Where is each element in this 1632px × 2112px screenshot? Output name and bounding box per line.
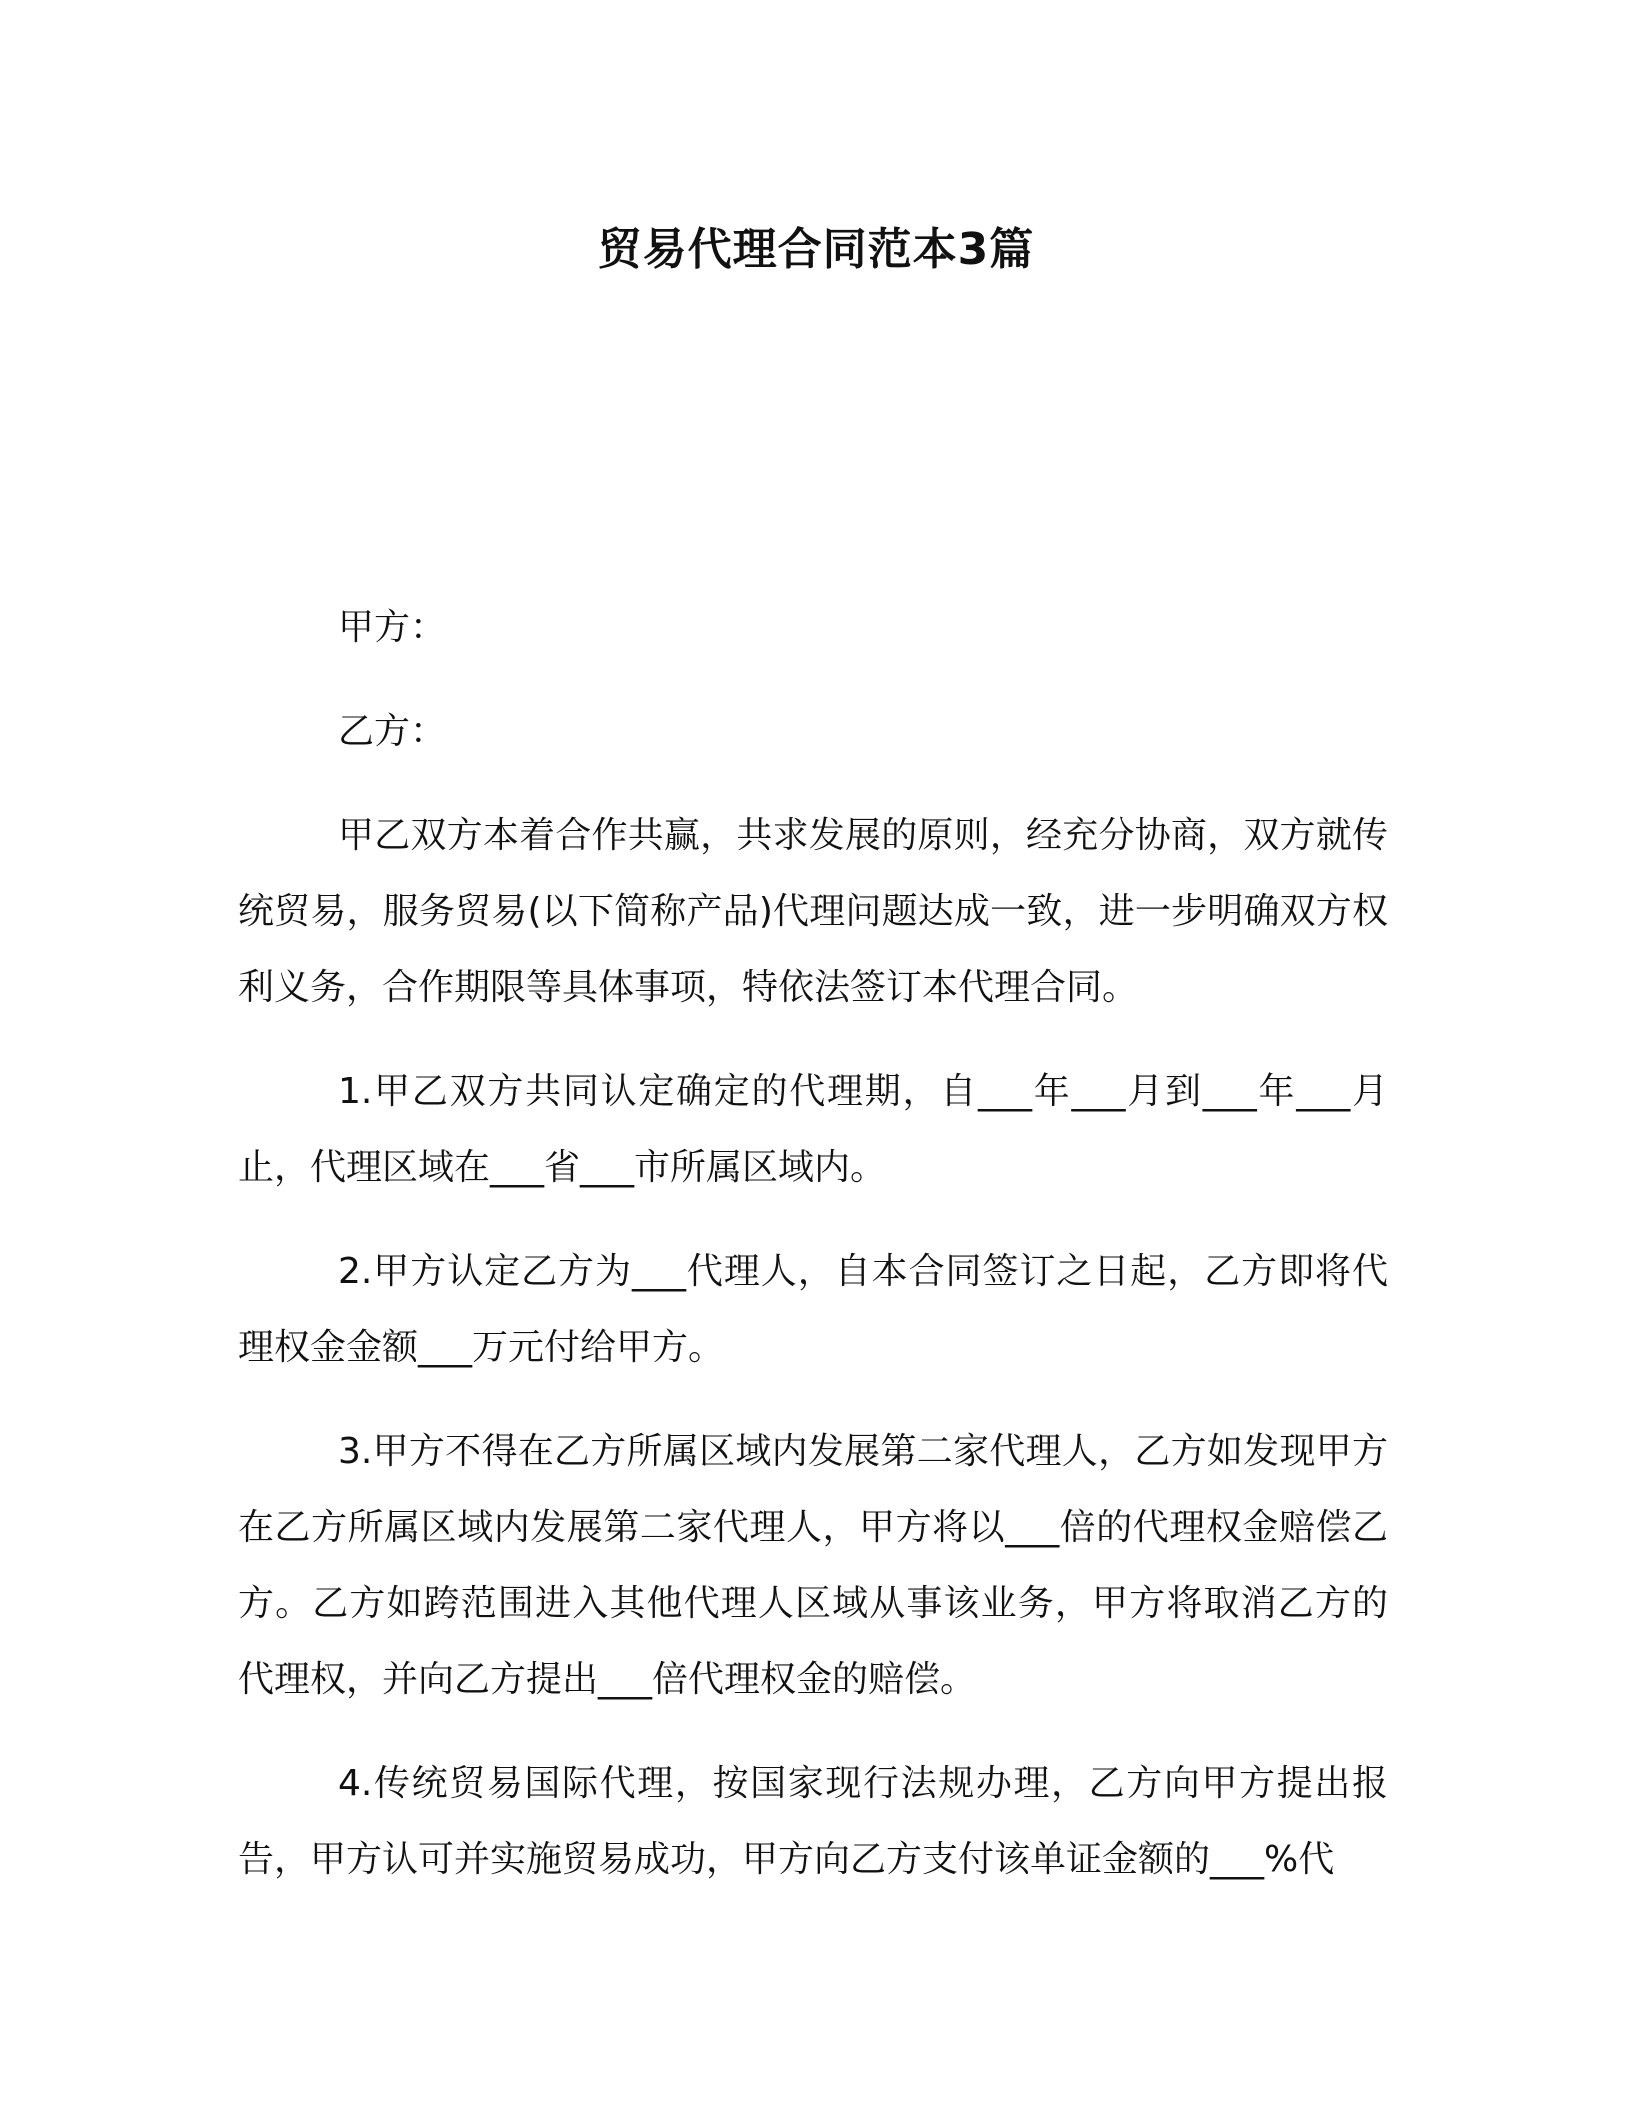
paragraph-preamble: 甲乙双方本着合作共赢，共求发展的原则，经充分协商，双方就传统贸易，服务贸易(以下简称产品)代理问题达成一致，进一步明确双方权利义务，合作期限等具体事项，特依法签订本代理合同。: [238, 815, 1388, 1008]
paragraph-clause-1: 1.甲乙双方共同认定确定的代理期，自___年___月到___年___月止，代理区域在___省___市所属区域内。: [238, 1071, 1388, 1188]
party-b-label: 乙方：: [338, 711, 447, 752]
paragraph-clause-4: 4.传统贸易国际代理，按国家现行法规办理，乙方向甲方提出报告，甲方认可并实施贸易成功，甲方向乙方支付该单证金额的___%代: [238, 1763, 1388, 1880]
party-a-label: 甲方：: [338, 607, 447, 648]
document-title: 贸易代理合同范本3篇: [597, 224, 1035, 275]
paragraph-clause-2: 2.甲方认定乙方为___代理人，自本合同签订之日起，乙方即将代理权金金额___万元付给甲方。: [238, 1251, 1388, 1368]
paragraph-clause-3: 3.甲方不得在乙方所属区域内发展第二家代理人，乙方如发现甲方在乙方所属区域内发展第二家代理人，甲方将以___倍的代理权金赔偿乙方。乙方如跨范围进入其他代理人区域从事该业务，甲方将取消乙方的代理权，并向乙方提出___倍代理权金的赔偿。: [238, 1431, 1388, 1700]
document-body: [238, 590, 1388, 1926]
